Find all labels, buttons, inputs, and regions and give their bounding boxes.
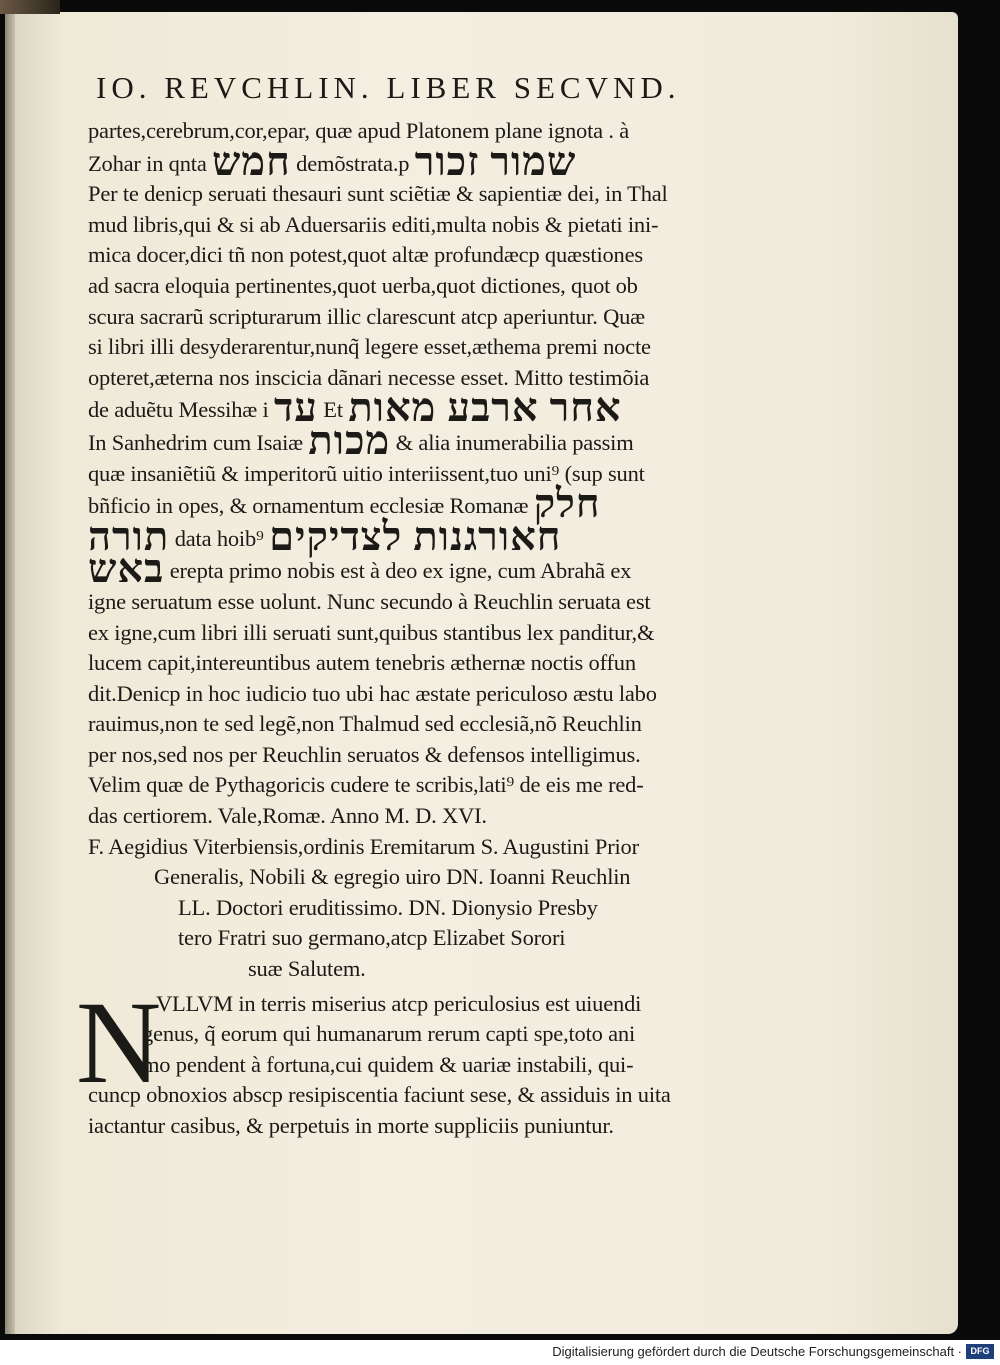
latin-text: Zohar in qnta (88, 150, 213, 176)
funding-note: Digitalisierung gefördert durch die Deutsche Forschungsgemeinschaft · (552, 1344, 962, 1359)
latin-text: ex igne,cum libri illi seruati sunt,quibus stantibus lex panditur,& (88, 619, 655, 645)
body-text (88, 116, 728, 832)
hebrew-word: עד (273, 385, 318, 431)
body-line (88, 417, 728, 463)
latin-text: data hoib⁹ (169, 525, 270, 551)
latin-text: mud libris,qui & si ab Aduersariis editi,multa nobis & pietati ini- (88, 211, 659, 237)
hebrew-word: אחר ארבע מאות (348, 385, 622, 431)
latin-text: dit.Denicp in hoc iudicio tuo ubi hac æstate periculoso æstu labo (88, 680, 657, 706)
latin-text: In Sanhedrim cum Isaiæ (88, 429, 309, 455)
body-line (88, 618, 728, 649)
body-line (88, 210, 728, 241)
latin-text: Per te denicp seruati thesauri sunt sciẽtiæ & sapientiæ dei, in Thal (88, 181, 668, 207)
address-block (88, 832, 728, 985)
body-line (88, 302, 728, 333)
body-line (88, 385, 728, 431)
page-gutter (5, 12, 15, 1334)
address-line: Generalis, Nobili & egregio uiro DN. Ioanni Reuchlin (154, 864, 631, 890)
body-line (88, 513, 728, 559)
address-line: tero Fratri suo germano,atcp Elizabet Sorori (178, 925, 566, 951)
body-line (88, 740, 728, 771)
body-line (88, 116, 728, 147)
body-line (88, 332, 728, 363)
running-header: IO. REVCHLIN. LIBER SECVND. (96, 70, 681, 105)
latin-text: Et (317, 397, 349, 423)
hebrew-word: חלק (533, 481, 601, 527)
binding-corner (0, 0, 60, 14)
body-line: VLLVM in terris miserius atcp periculosius est uiuendi (156, 990, 642, 1016)
hebrew-word: חאורגנות לצדיקים (269, 513, 562, 559)
latin-text: & alia inumerabilia passim (390, 429, 634, 455)
latin-text: scura sacrarũ scripturarum illic clarescunt atcp aperiuntur. Quæ (88, 303, 645, 329)
body-line (88, 240, 728, 271)
body-line: cuncp obnoxios abscp resipiscentia faciunt sese, & assiduis in uita (88, 1082, 671, 1108)
hebrew-word: באש (88, 546, 165, 592)
latin-text: igne seruatum esse uolunt. Nunc secundo à Reuchlin seruata est (88, 588, 651, 614)
latin-text: per nos,sed nos per Reuchlin seruatos & defensos intelligimus. (88, 741, 641, 767)
latin-text: opteret,æterna nos inscicia dãnari necesse esset. Mitto testimõia (88, 364, 650, 390)
page-text (76, 70, 728, 1142)
latin-text: bñficio in opes, & ornamentum ecclesiæ Romanæ (88, 493, 534, 519)
latin-text: ad sacra eloquia pertinentes,quot uerba,quot dictiones, quot ob (88, 272, 638, 298)
body-line (88, 648, 728, 679)
body-line (88, 546, 728, 592)
body-line: iactantur casibus, & perpetuis in morte suppliciis puniuntur. (88, 1113, 614, 1138)
body-line (88, 179, 728, 210)
address-line: F. Aegidius Viterbiensis,ordinis Eremitarum S. Augustini Prior (88, 833, 639, 859)
latin-text: lucem capit,intereuntibus autem tenebris æthernæ noctis offun (88, 650, 636, 676)
body-line (88, 459, 728, 490)
latin-text: mica docer,dici tñ non potest,quot altæ profundæcp quæstiones (88, 242, 643, 268)
body-line (88, 679, 728, 710)
body-line (88, 587, 728, 618)
body-line (88, 709, 728, 740)
body-line (88, 801, 728, 832)
hebrew-word: מכות (308, 417, 391, 463)
latin-text: si libri illi desyderarentur,nunq̃ legere esset,æthema premi nocte (88, 334, 651, 360)
latin-text: demõstrata.p (290, 150, 415, 176)
body-line: genus, q̃ eorum qui humanarum rerum capti spe,toto ani (142, 1021, 636, 1047)
body-line (88, 271, 728, 302)
latin-text: de aduẽtu Messihæ i (88, 397, 274, 423)
address-line: LL. Doctori eruditissimo. DN. Dionysio Presby (178, 894, 598, 920)
body-line (88, 770, 728, 801)
latin-text: rauimus,non te sed legẽ,non Thalmud sed ecclesiã,nõ Reuchlin (88, 711, 642, 737)
body-line: mo pendent à fortuna,cui quidem & uariæ instabili, qui- (142, 1051, 634, 1077)
body-line (88, 138, 728, 184)
drop-cap: N (76, 976, 162, 1108)
hebrew-word: שמור זכור (414, 138, 577, 184)
latin-text: das certiorem. Vale,Romæ. Anno M. D. XVI. (88, 803, 487, 829)
latin-text: Velim quæ de Pythagoricis cudere te scribis,lati⁹ de eis me red- (88, 772, 644, 798)
address-line: suæ Salutem. (248, 956, 366, 982)
latin-text: quæ insaniẽtiũ & imperitorũ uitio interiissent,tuo uni⁹ (sup sunt (88, 460, 645, 486)
letter-opening (76, 976, 728, 1142)
latin-text: partes,cerebrum,cor,epar, quæ apud Platonem plane ignota . à (88, 118, 629, 143)
hebrew-word: חמש (212, 138, 291, 184)
footer-bar (0, 1340, 1000, 1365)
latin-text: erepta primo nobis est à deo ex igne, cum Abrahã ex (164, 558, 632, 584)
hebrew-word: תורה (88, 513, 170, 559)
dfg-logo: DFG (966, 1344, 994, 1359)
